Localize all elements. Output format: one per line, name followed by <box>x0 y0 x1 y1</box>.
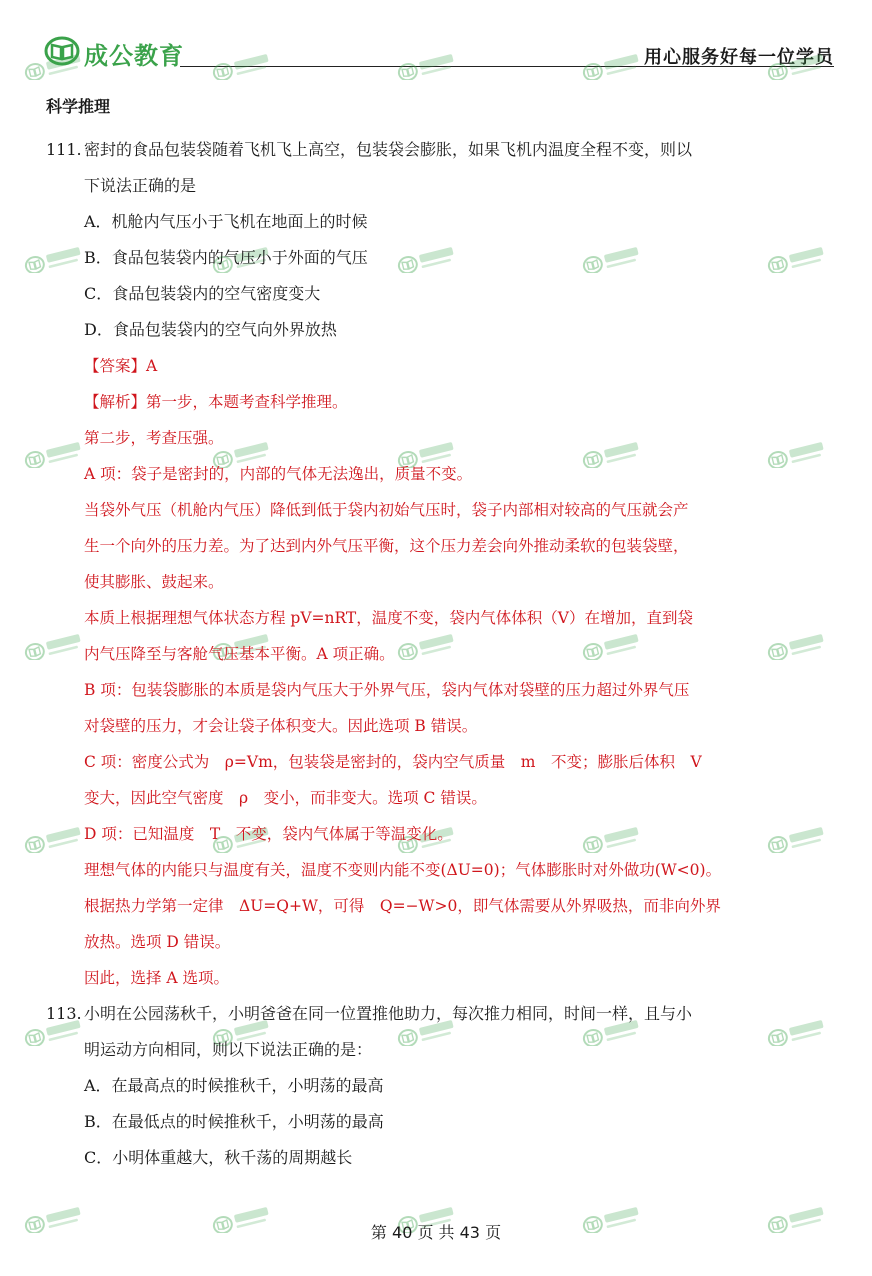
analysis-line: 变大，因此空气密度 ρ 变小，而非变大。选项 C 错误。 <box>84 789 487 807</box>
watermark-logo <box>765 52 831 80</box>
analysis-line: 使其膨胀、鼓起来。 <box>84 573 224 591</box>
analysis-line: 放热。选项 D 错误。 <box>84 933 231 951</box>
question-111 <box>46 132 816 996</box>
analysis-line: 内气压降至与客舱气压基本平衡。A 项正确。 <box>84 645 395 663</box>
option-a: A．在最高点的时候推秋千，小明荡的最高 <box>84 1076 384 1095</box>
option-b: B．食品包装袋内的气压小于外面的气压 <box>84 248 368 267</box>
section-title: 科学推理 <box>46 97 111 116</box>
option-a: A．机舱内气压小于飞机在地面上的时候 <box>84 212 368 231</box>
analysis-line: B 项：包装袋膨胀的本质是袋内气压大于外界气压，袋内气体对袋壁的压力超过外界气压 <box>84 681 690 699</box>
stem-text: 小明在公园荡秋千，小明爸爸在同一位置推他助力，每次推力相同，时间一样，且与小 <box>84 1004 693 1023</box>
question-stem <box>46 132 816 168</box>
answer-line: 【答案】A <box>84 357 158 375</box>
brand-name: 成公教育 <box>84 42 184 70</box>
analysis-line: 本质上根据理想气体状态方程 pV=nRT，温度不变，袋内气体体积（V）在增加，直到袋 <box>84 609 693 627</box>
option-c: C．小明体重越大，秋千荡的周期越长 <box>84 1148 353 1167</box>
analysis-line: 当袋外气压（机舱内气压）降低到低于袋内初始气压时，袋子内部相对较高的气压就会产 <box>84 501 689 519</box>
analysis-line: 生一个向外的压力差。为了达到内外气压平衡，这个压力差会向外推动柔软的包装袋壁， <box>84 537 689 555</box>
analysis-line: 因此，选择 A 选项。 <box>84 969 230 987</box>
watermark-logo <box>210 52 276 80</box>
document-body <box>46 96 816 1176</box>
analysis-line: 【解析】第一步，本题考查科学推理。 <box>84 393 348 411</box>
question-113 <box>46 996 816 1176</box>
analysis-line: D 项：已知温度 T 不变，袋内气体属于等温变化。 <box>84 825 453 843</box>
option-d: D．食品包装袋内的空气向外界放热 <box>84 320 337 339</box>
watermark-logo <box>395 52 461 80</box>
analysis-line: A 项：袋子是密封的，内部的气体无法逸出，质量不变。 <box>84 465 473 483</box>
page-number: 第 40 页 共 43 页 <box>370 1223 502 1242</box>
question-number: 111. <box>46 140 82 159</box>
header-slogan: 用心服务好每一位学员 <box>644 47 834 68</box>
option-c: C．食品包装袋内的空气密度变大 <box>84 284 321 303</box>
analysis-line: C 项：密度公式为 ρ=Vm，包装袋是密封的，袋内空气质量 m 不变；膨胀后体积 V <box>84 753 702 771</box>
watermark-logo <box>22 52 88 80</box>
watermark-logo <box>580 52 646 80</box>
analysis-line: 理想气体的内能只与温度有关，温度不变则内能不变(ΔU=0)；气体膨胀时对外做功(W<0)。 <box>84 861 722 879</box>
question-number: 113. <box>46 1004 82 1023</box>
stem-text: 密封的食品包装袋随着飞机飞上高空，包装袋会膨胀，如果飞机内温度全程不变，则以 <box>84 140 693 159</box>
analysis-line: 对袋壁的压力，才会让袋子体积变大。因此选项 B 错误。 <box>84 717 478 735</box>
option-b: B．在最低点的时候推秋千，小明荡的最高 <box>84 1112 384 1131</box>
stem-text: 下说法正确的是 <box>84 176 197 195</box>
analysis-line: 根据热力学第一定律 ΔU=Q+W，可得 Q=−W>0，即气体需要从外界吸热，而非向外界 <box>84 897 721 915</box>
analysis-line: 第二步，考查压强。 <box>84 429 224 447</box>
stem-text: 明运动方向相同，则以下说法正确的是： <box>84 1040 373 1059</box>
question-stem <box>46 996 816 1032</box>
